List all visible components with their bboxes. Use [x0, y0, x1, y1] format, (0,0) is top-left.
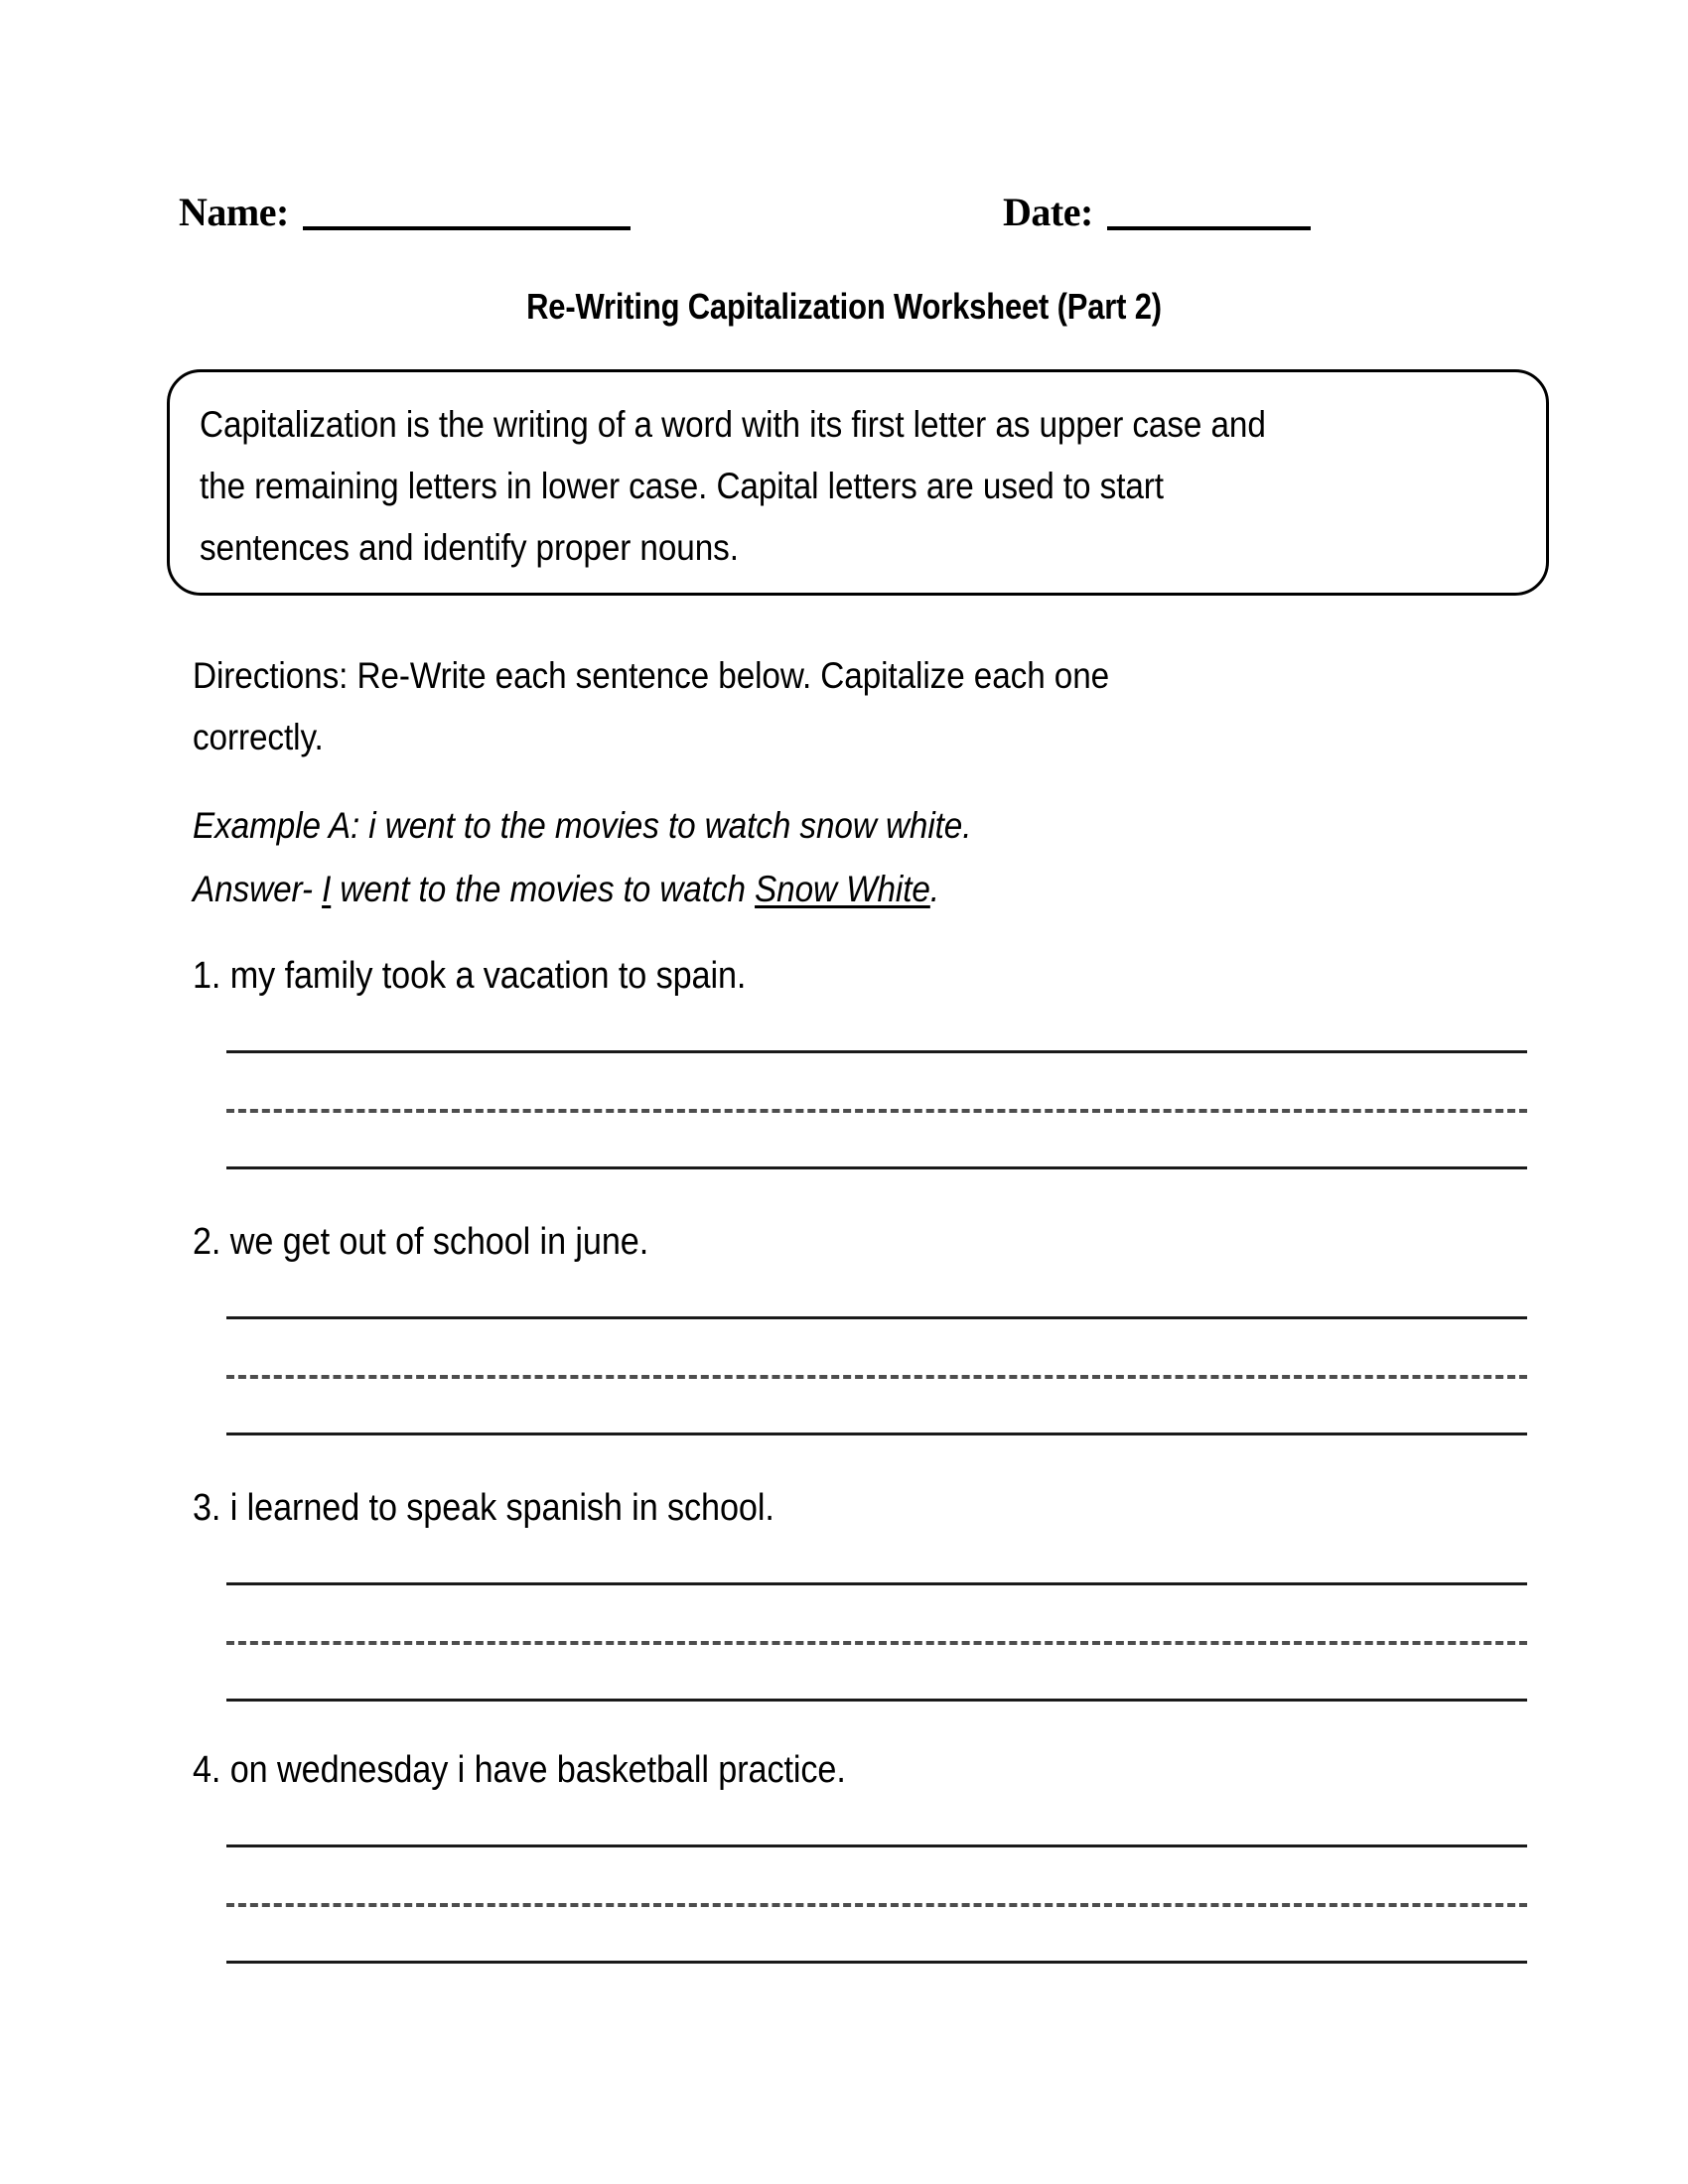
- example-answer-part1: [313, 869, 322, 909]
- example-prompt-line: [193, 794, 1265, 858]
- directions-line: correctly.: [193, 717, 324, 757]
- definition-line: Capitalization is the writing of a word with its first letter as upper case and: [200, 404, 1266, 445]
- question-text-2: 2. we get out of school in june.: [193, 1221, 649, 1263]
- question-text-1: 1. my family took a vacation to spain.: [193, 955, 747, 997]
- question-text-3: 3. i learned to speak spanish in school.: [193, 1487, 774, 1529]
- writing-rule-middle-dashed: [226, 1375, 1527, 1379]
- writing-rule-middle-dashed: [226, 1903, 1527, 1907]
- name-input-blank[interactable]: [303, 226, 631, 230]
- writing-rule-top: [226, 1582, 1527, 1585]
- definition-line: the remaining letters in lower case. Capital letters are used to start: [200, 466, 1164, 506]
- example-prompt-sentence: i went to the movies to watch snow white.: [359, 805, 972, 846]
- question-text-4: 4. on wednesday i have basketball practice.: [193, 1749, 846, 1791]
- writing-rule-bottom: [226, 1961, 1527, 1964]
- example-answer-part2: went to the movies to watch: [331, 869, 756, 909]
- example-answer-underlined-i: I: [322, 869, 332, 909]
- writing-rule-bottom: [226, 1699, 1527, 1702]
- example-prompt-label: Example A:: [193, 805, 360, 846]
- date-field-group: [1003, 191, 1311, 234]
- writing-rule-top: [226, 1316, 1527, 1319]
- writing-rule-bottom: [226, 1166, 1527, 1169]
- date-label: Date:: [1003, 190, 1093, 234]
- definition-line: sentences and identify proper nouns.: [200, 527, 739, 568]
- directions-text: [193, 645, 1247, 768]
- definition-text: [200, 394, 1388, 579]
- writing-rule-top: [226, 1844, 1527, 1847]
- date-input-blank[interactable]: [1107, 226, 1311, 230]
- writing-rule-bottom: [226, 1433, 1527, 1435]
- example-answer-underlined-snow-white: Snow White: [755, 869, 930, 909]
- name-field-group: [179, 191, 631, 234]
- example-block: [193, 794, 1265, 921]
- example-answer-label: Answer-: [193, 869, 313, 909]
- writing-rule-middle-dashed: [226, 1109, 1527, 1113]
- page-title: Re-Writing Capitalization Worksheet (Part 2): [526, 286, 1162, 327]
- name-label: Name:: [179, 190, 289, 234]
- example-answer-line: [193, 858, 1265, 921]
- writing-rule-middle-dashed: [226, 1641, 1527, 1645]
- example-answer-part3: .: [929, 869, 939, 909]
- definition-box: [167, 369, 1549, 596]
- directions-line: Directions: Re-Write each sentence below. Capitalize each one: [193, 655, 1110, 696]
- student-info-header: [179, 191, 1390, 250]
- writing-rule-top: [226, 1050, 1527, 1053]
